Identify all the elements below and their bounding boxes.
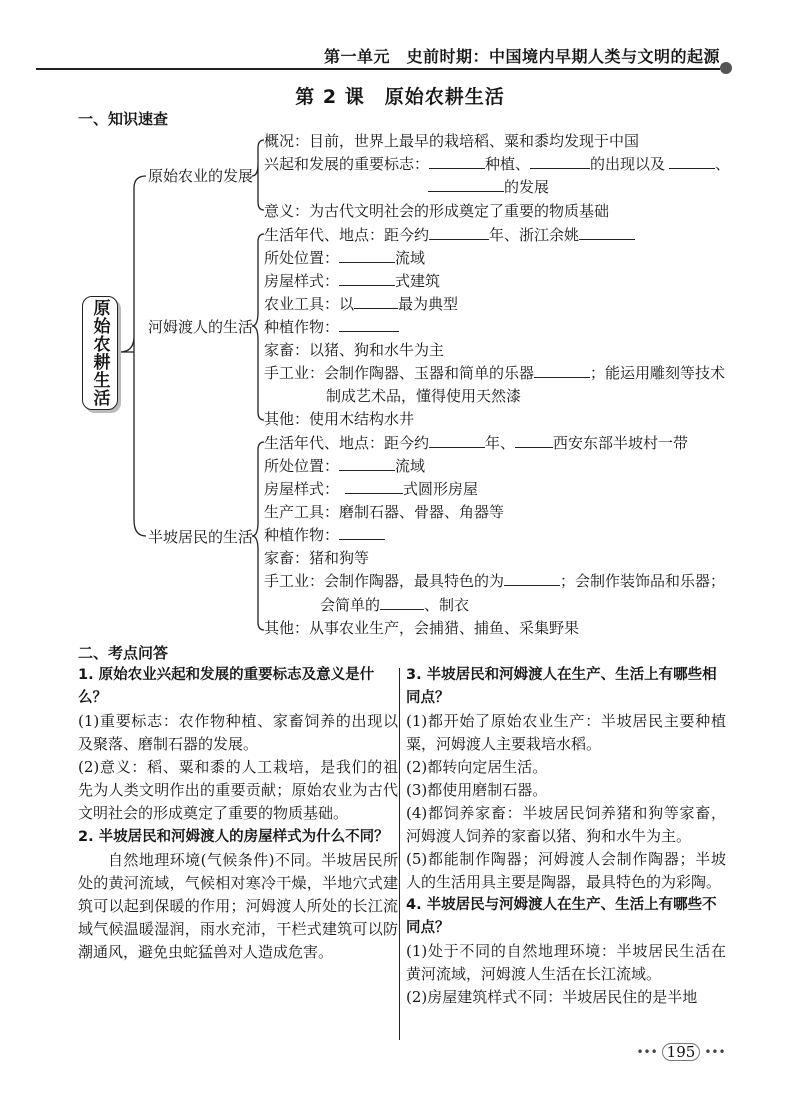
hemudu-line-4 bbox=[264, 293, 458, 315]
line-text: 房屋样式： bbox=[264, 272, 340, 290]
fill-blank[interactable] bbox=[339, 248, 395, 263]
question-4: 4. 半坡居民与河姆渡人在生产、生活上有哪些不同点？ bbox=[406, 897, 717, 936]
banpo-line-7 bbox=[264, 570, 725, 592]
line-text: 所处位置： bbox=[264, 457, 340, 475]
hemudu-line-8 bbox=[326, 385, 521, 407]
qa-left-column bbox=[78, 664, 398, 964]
fill-blank[interactable] bbox=[354, 294, 398, 309]
line-text: 年、 bbox=[485, 434, 516, 452]
line-text: 年、浙江余姚 bbox=[489, 226, 580, 244]
agri-line-1 bbox=[264, 130, 639, 152]
fill-blank[interactable] bbox=[530, 154, 590, 169]
line-text: 流域 bbox=[395, 457, 426, 475]
fill-blank[interactable] bbox=[428, 177, 504, 192]
banpo-line-3 bbox=[264, 478, 478, 500]
line-text: 最为典型 bbox=[398, 295, 459, 313]
question-1: 1. 原始农业兴起和发展的重要标志及意义是什么？ bbox=[78, 667, 375, 706]
line-text: ；能运用雕刻等技术 bbox=[590, 364, 726, 382]
agri-line-3 bbox=[428, 176, 549, 198]
dots-right-icon: ••• bbox=[704, 1045, 726, 1059]
line-text: 房屋样式： bbox=[264, 480, 340, 498]
qa-right-column bbox=[406, 664, 726, 1009]
answer-4-2: (2)房屋建筑样式不同：半坡居民住的是半地 bbox=[406, 988, 698, 1006]
line-text: 农业工具：以 bbox=[264, 295, 355, 313]
fill-blank[interactable] bbox=[504, 571, 560, 586]
fill-blank[interactable] bbox=[345, 479, 403, 494]
line-text: 西安东部半坡村一带 bbox=[553, 434, 689, 452]
answer-1-1: (1)重要标志：农作物种植、家畜饲养的出现以及聚落、磨制石器的发展。 bbox=[78, 712, 398, 753]
line-text: 家畜：猪和狗等 bbox=[264, 549, 370, 567]
hemudu-line-5 bbox=[264, 316, 399, 338]
banpo-line-5 bbox=[264, 524, 385, 546]
fill-blank[interactable] bbox=[669, 154, 715, 169]
page-number: 195 bbox=[662, 1043, 701, 1061]
section2-heading: 二、考点问答 bbox=[78, 644, 169, 662]
line-text: 式圆形房屋 bbox=[403, 480, 479, 498]
line-text: 的发展 bbox=[504, 178, 550, 196]
answer-1-2: (2)意义：稻、粟和黍的人工栽培，是我们的祖先为人类文明作出的重要贡献；原始农业为古代文明社会的形成奠定了重要的物质基础。 bbox=[78, 758, 398, 822]
line-text: 制成艺术品，懂得使用天然漆 bbox=[326, 387, 522, 405]
line-text: 其他：从事农业生产，会捕猎、捕鱼、采集野果 bbox=[264, 619, 580, 637]
line-text: 、制衣 bbox=[424, 596, 470, 614]
banpo-line-8 bbox=[320, 594, 469, 616]
fill-blank[interactable] bbox=[339, 456, 395, 471]
agri-line-4 bbox=[264, 200, 609, 222]
line-text: 意义：为古代文明社会的形成奠定了重要的物质基础 bbox=[264, 202, 610, 220]
fill-blank[interactable] bbox=[429, 225, 489, 240]
root-topic-box: 原始农耕生活 bbox=[82, 296, 118, 410]
page-number-badge bbox=[636, 1043, 726, 1061]
fill-blank[interactable] bbox=[429, 154, 485, 169]
answer-3-5: (5)都能制作陶器；河姆渡人会制作陶器；半坡人的生活用具主要是陶器，最具特色的为彩陶。 bbox=[406, 850, 726, 891]
line-text: 生产工具：磨制石器、骨器、角器等 bbox=[264, 503, 505, 521]
unit-title: 第一单元 史前时期：中国境内早期人类与文明的起源 bbox=[323, 47, 720, 66]
line-text: 种植作物： bbox=[264, 318, 340, 336]
line-text: 概况：目前，世界上最早的栽培稻、粟和黍均发现于中国 bbox=[264, 132, 640, 150]
answer-3-3: (3)都使用磨制石器。 bbox=[406, 781, 548, 799]
line-text: 手工业：会制作陶器，最具特色的为 bbox=[264, 572, 505, 590]
line-text: 种植、 bbox=[485, 155, 531, 173]
banpo-line-6 bbox=[264, 547, 369, 569]
fill-blank[interactable] bbox=[515, 433, 553, 448]
line-text: 手工业：会制作陶器、玉器和简单的乐器 bbox=[264, 364, 535, 382]
hemudu-line-2 bbox=[264, 247, 425, 269]
answer-3-2: (2)都转向定居生活。 bbox=[406, 758, 548, 776]
fill-blank[interactable] bbox=[339, 271, 395, 286]
answer-4-1: (1)处于不同的自然地理环境：半坡居民生活在黄河流域，河姆渡人生活在长江流域。 bbox=[406, 942, 726, 983]
dots-left-icon: ••• bbox=[636, 1045, 658, 1059]
line-text: 生活年代、地点：距今约 bbox=[264, 226, 430, 244]
line-text: 生活年代、地点：距今约 bbox=[264, 434, 430, 452]
line-text: 其他：使用木结构水井 bbox=[264, 410, 415, 428]
fill-blank[interactable] bbox=[339, 317, 399, 332]
fill-blank[interactable] bbox=[429, 433, 485, 448]
branch-agriculture: 原始农业的发展 bbox=[148, 167, 254, 185]
branch-banpo: 半坡居民的生活 bbox=[148, 528, 254, 546]
line-text: 家畜：以猪、狗和水牛为主 bbox=[264, 341, 445, 359]
fill-blank[interactable] bbox=[380, 595, 424, 610]
lesson-title: 第 2 课 原始农耕生活 bbox=[295, 86, 505, 108]
banpo-line-4 bbox=[264, 501, 504, 523]
line-text: 的出现以及 bbox=[590, 155, 666, 173]
line-text: 流域 bbox=[395, 249, 426, 267]
banpo-line-1 bbox=[264, 432, 688, 454]
line-text: 式建筑 bbox=[395, 272, 441, 290]
hemudu-line-1 bbox=[264, 224, 635, 246]
line-text: 种植作物： bbox=[264, 526, 340, 544]
line-text: 、 bbox=[715, 155, 731, 173]
hemudu-line-6 bbox=[264, 339, 444, 361]
column-divider bbox=[399, 668, 400, 1040]
hemudu-line-9 bbox=[264, 408, 414, 430]
branch-hemudu: 河姆渡人的生活 bbox=[148, 318, 254, 336]
banpo-line-9 bbox=[264, 617, 579, 639]
answer-3-4: (4)都饲养家畜：半坡居民饲养猪和狗等家畜，河姆渡人饲养的家畜以猪、狗和水牛为主。 bbox=[406, 804, 726, 845]
line-text: ；会制作装饰品和乐器； bbox=[560, 572, 726, 590]
question-3: 3. 半坡居民和河姆渡人在生产、生活上有哪些相同点？ bbox=[406, 667, 717, 706]
line-text: 兴起和发展的重要标志： bbox=[264, 155, 430, 173]
fill-blank[interactable] bbox=[579, 225, 635, 240]
answer-3-1: (1)都开始了原始农业生产：半坡居民主要种植粟，河姆渡人主要栽培水稻。 bbox=[406, 712, 726, 753]
fill-blank[interactable] bbox=[339, 525, 385, 540]
answer-2-1: 自然地理环境(气候条件)不同。半坡居民所处的黄河流域，气候相对寒冷干燥，半地穴式建筑可以起到保暖的作用；河姆渡人所处的长江流域气候温暖湿润，雨水充沛，干栏式建筑可以防潮通风，避免虫蛇猛兽对人造成危害。 bbox=[78, 851, 398, 961]
section1-heading: 一、知识速查 bbox=[78, 110, 169, 128]
fill-blank[interactable] bbox=[534, 363, 590, 378]
question-2: 2. 半坡居民和河姆渡人的房屋样式为什么不同？ bbox=[78, 829, 389, 845]
hemudu-line-3 bbox=[264, 270, 440, 292]
line-text: 会简单的 bbox=[320, 596, 381, 614]
hemudu-line-7 bbox=[264, 362, 725, 384]
line-text: 所处位置： bbox=[264, 249, 340, 267]
banpo-line-2 bbox=[264, 455, 425, 477]
agri-line-2 bbox=[264, 153, 730, 175]
